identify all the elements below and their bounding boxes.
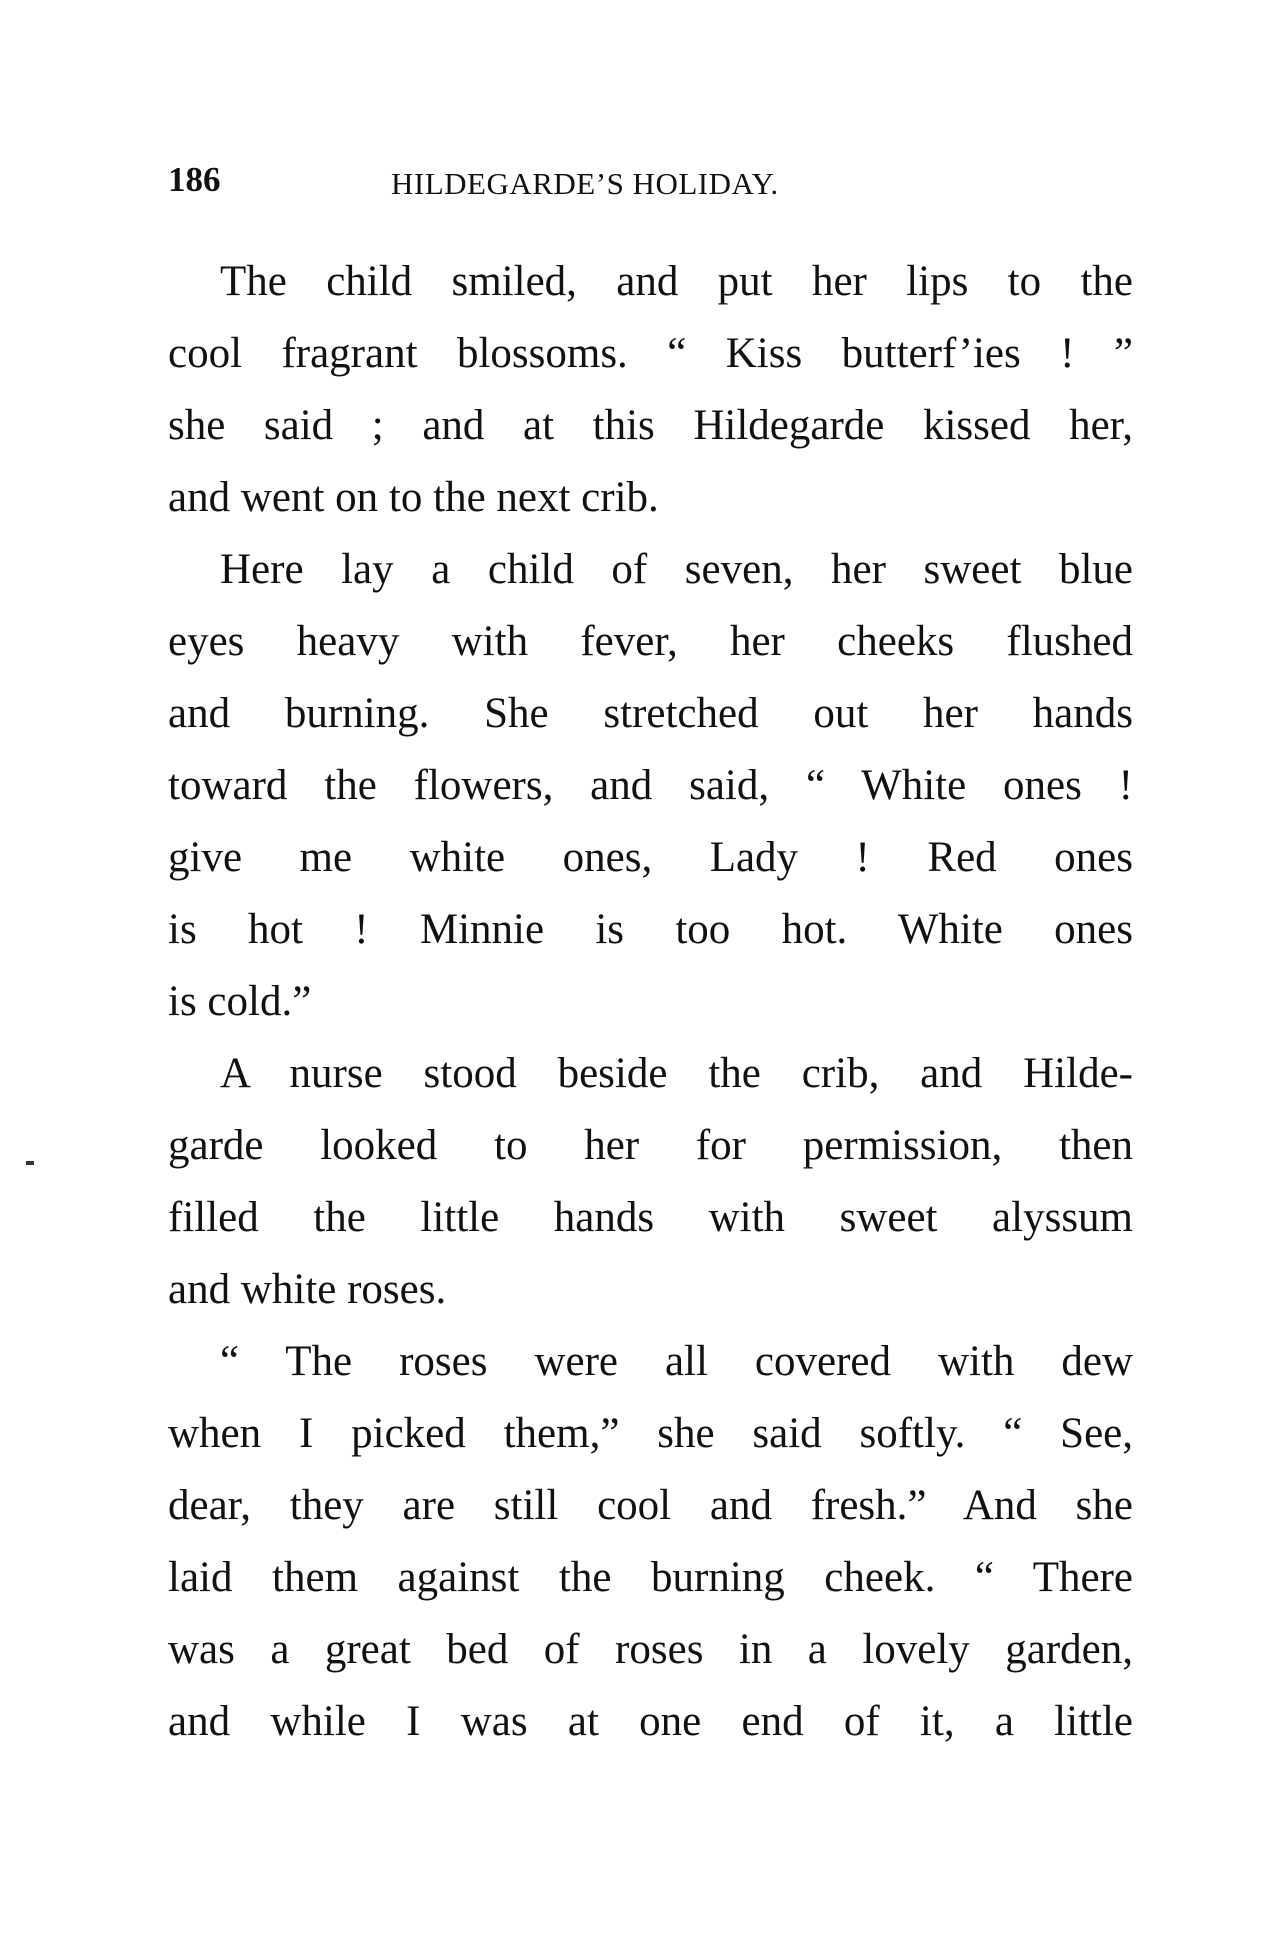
text-line: A nurse stood beside the crib, and Hilde- bbox=[220, 1050, 1133, 1097]
body-text bbox=[168, 246, 1133, 1758]
text-line: give me white ones, Lady ! Red ones bbox=[168, 834, 1133, 881]
paragraph bbox=[168, 1038, 1133, 1326]
text-line: she said ; and at this Hildegarde kissed her, bbox=[168, 402, 1133, 449]
page-number: 186 bbox=[168, 160, 221, 199]
text-line: garde looked to her for permission, then bbox=[168, 1122, 1133, 1169]
text-line: toward the flowers, and said, “ White ones ! bbox=[168, 762, 1133, 809]
text-line: cool fragrant blossoms. “ Kiss butterf’ies ! ” bbox=[168, 330, 1133, 377]
paragraph bbox=[168, 534, 1133, 1038]
paragraph bbox=[168, 1326, 1133, 1758]
text-line: is hot ! Minnie is too hot. White ones bbox=[168, 906, 1133, 953]
paragraph bbox=[168, 246, 1133, 534]
running-head bbox=[168, 160, 1168, 200]
text-line: when I picked them,” she said softly. “ See, bbox=[168, 1410, 1133, 1457]
running-title: HILDEGARDE’S HOLIDAY. bbox=[391, 166, 779, 201]
text-line: The child smiled, and put her lips to the bbox=[220, 258, 1133, 305]
text-line: was a great bed of roses in a lovely garden, bbox=[168, 1626, 1133, 1673]
text-line: “ The roses were all covered with dew bbox=[220, 1338, 1133, 1385]
text-line: is cold.” bbox=[168, 978, 312, 1025]
text-line: Here lay a child of seven, her sweet blue bbox=[220, 546, 1133, 593]
text-line: filled the little hands with sweet alyssum bbox=[168, 1194, 1133, 1241]
text-line: and burning. She stretched out her hands bbox=[168, 690, 1133, 737]
text-line: laid them against the burning cheek. “ There bbox=[168, 1554, 1133, 1601]
text-line: and went on to the next crib. bbox=[168, 474, 659, 521]
text-line: dear, they are still cool and fresh.” And she bbox=[168, 1482, 1133, 1529]
text-line: and white roses. bbox=[168, 1266, 447, 1313]
margin-speck bbox=[26, 1161, 34, 1165]
text-line: and while I was at one end of it, a little bbox=[168, 1698, 1133, 1745]
text-line: eyes heavy with fever, her cheeks flushed bbox=[168, 618, 1133, 665]
